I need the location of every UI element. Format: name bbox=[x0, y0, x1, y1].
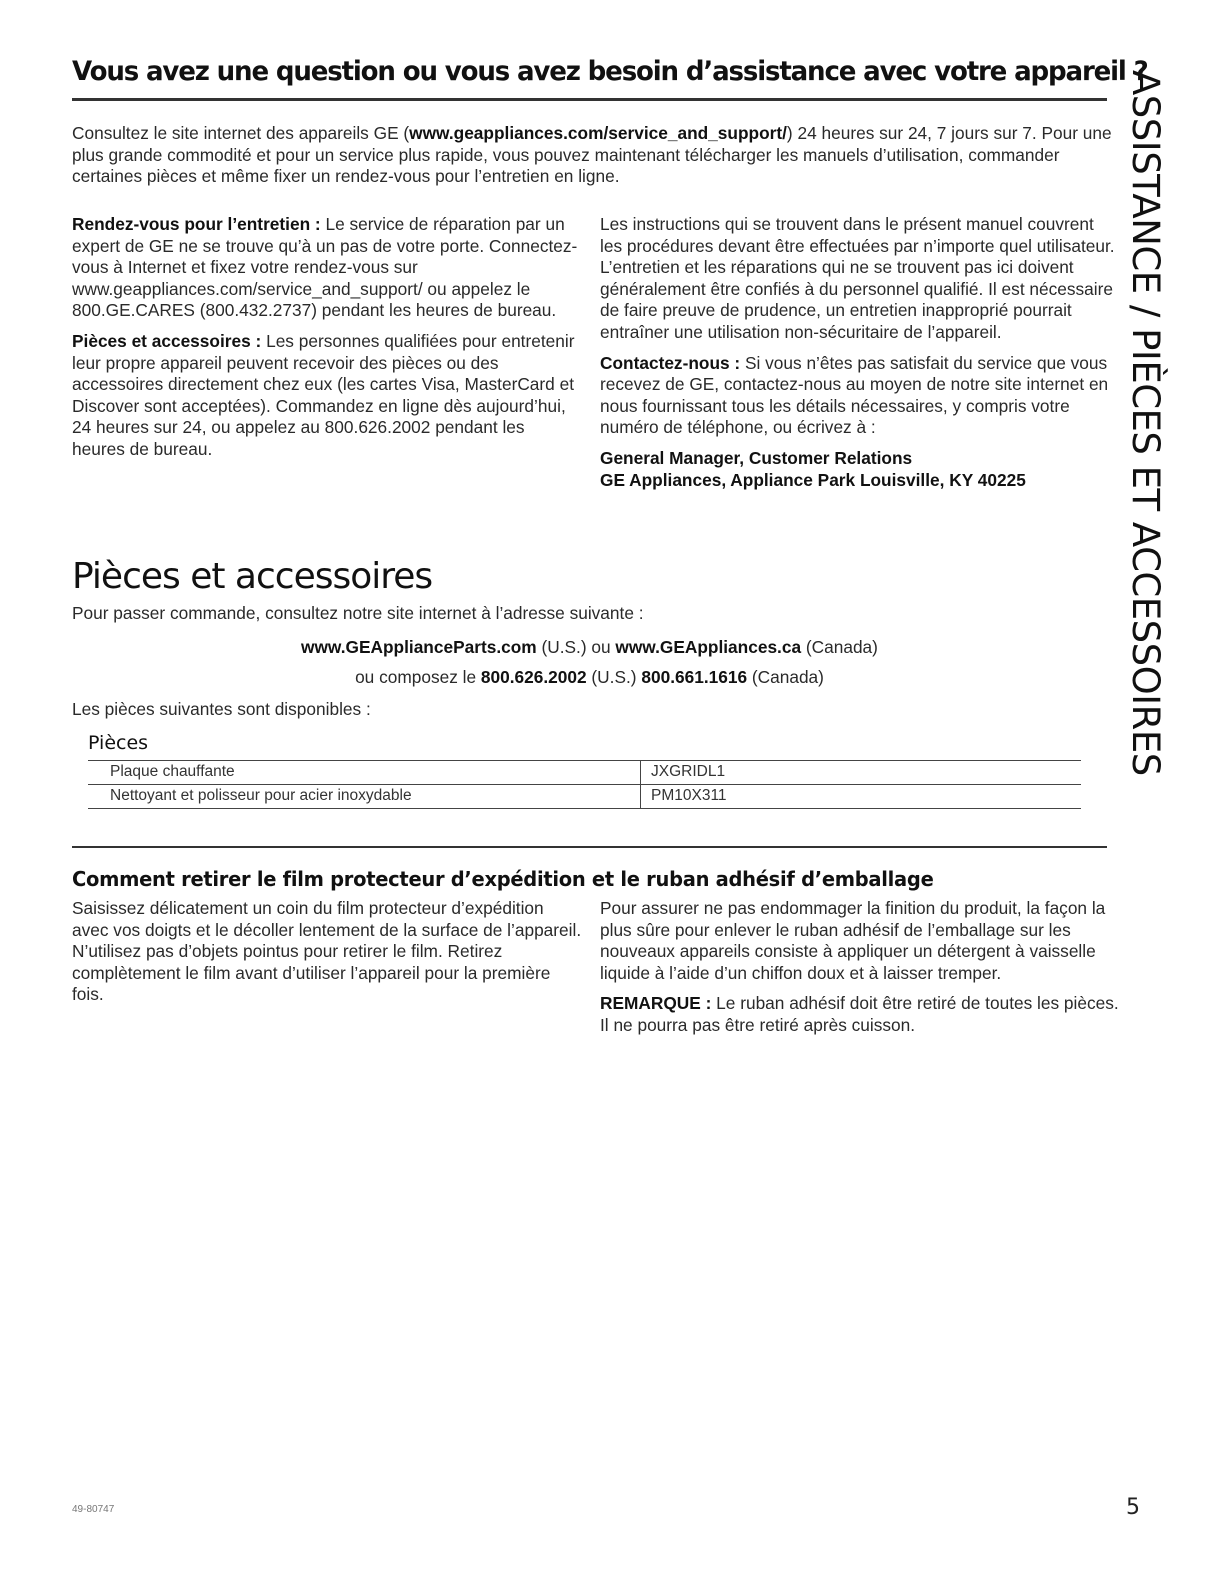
intro-paragraph bbox=[72, 123, 1117, 188]
parts-table bbox=[88, 760, 1081, 809]
sidebar-tab bbox=[1124, 70, 1177, 776]
contact-text: Si vous n’êtes pas satisfait du service que vous recevez de GE, contactez-nous au moyen de notre site internet en nous fournissant tous les détails nécessaires, y compris votre numéro de téléphone, ou écrivez à : bbox=[600, 352, 1109, 438]
part-code: PM10X311 bbox=[641, 785, 1082, 809]
right-column bbox=[600, 214, 1120, 500]
film-left-paragraph: Saisissez délicatement un coin du film protecteur d’expédition avec vos doigts et le décoller lentement de la surface de l’appareil. N’utilisez pas d’objets pointus pour retirer le film. Retirez complètement le film avant d’utiliser l’appareil pour la première fois. bbox=[72, 898, 582, 1005]
note-label: REMARQUE : bbox=[600, 993, 712, 1014]
service-label: Rendez-vous pour l’entretien : bbox=[72, 214, 321, 234]
page-number: 5 bbox=[1126, 1495, 1140, 1520]
part-name: Plaque chauffante bbox=[88, 761, 641, 785]
document-code: 49-80747 bbox=[72, 1504, 115, 1515]
available-parts-intro: Les pièces suivantes sont disponibles : bbox=[72, 699, 371, 719]
parts-paragraph bbox=[72, 331, 582, 461]
table-row bbox=[88, 785, 1081, 809]
film-right-paragraph: Pour assurer ne pas endommager la finition du produit, la façon la plus sûre pour enlever le ruban adhésif de l’emballage sur les nouveaux appareils consiste à appliquer un détergent à vaisselle liquide à l’aide d’un chiffon doux et à laisser tremper. bbox=[600, 898, 1106, 983]
contact-address bbox=[600, 448, 1120, 491]
film-left-column bbox=[72, 898, 582, 1015]
ca-parts-link[interactable]: www.GEAppliances.ca bbox=[615, 637, 802, 657]
contact-label: Contactez-nous : bbox=[600, 352, 741, 373]
sidebar-label: ASSISTANCE / PIÈCES ET ACCESSOIRES bbox=[1124, 70, 1167, 776]
intro-pre: Consultez le site internet des appareils GE ( bbox=[72, 123, 410, 143]
us-phone: 800.626.2002 bbox=[480, 667, 587, 687]
note-text: Le ruban adhésif doit être retiré de toutes les pièces. Il ne pourra pas être retiré après cuisson. bbox=[600, 993, 1119, 1035]
title-divider bbox=[72, 98, 1107, 101]
film-right-column bbox=[600, 898, 1120, 1046]
ca-phone: 800.661.1616 bbox=[641, 667, 748, 687]
part-code: JXGRIDL1 bbox=[641, 761, 1082, 785]
part-name: Nettoyant et polisseur pour acier inoxydable bbox=[88, 785, 641, 809]
support-link[interactable]: www.geappliances.com/service_and_support/ bbox=[409, 123, 787, 143]
table-row bbox=[88, 761, 1081, 785]
address-line-2: GE Appliances, Appliance Park Louisville, KY 40225 bbox=[600, 469, 1026, 490]
section-divider bbox=[72, 846, 1107, 848]
order-intro: Pour passer commande, consultez notre site internet à l’adresse suivante : bbox=[72, 603, 644, 623]
parts-label: Pièces et accessoires : bbox=[72, 330, 262, 351]
service-text: Le service de réparation par un expert de GE ne se trouve qu’à un pas de votre porte. Connectez-vous à Internet et fixez votre rendez-vous sur www.geappliances.com/service_and_support/ ou appelez le 800.GE.CARES (800.432.2737) pendant les heures de bureau. bbox=[72, 214, 578, 321]
accessories-heading: Pièces et accessoires bbox=[72, 556, 433, 597]
us-suffix: (U.S.) ou bbox=[536, 637, 616, 657]
us-parts-link[interactable]: www.GEApplianceParts.com bbox=[301, 637, 537, 657]
phone-prefix: ou composez le bbox=[355, 667, 481, 687]
order-urls bbox=[72, 637, 1107, 659]
address-line-1: General Manager, Customer Relations bbox=[600, 447, 913, 468]
order-phones bbox=[72, 667, 1107, 689]
page-title: Vous avez une question ou vous avez besoin d’assistance avec votre appareil ? bbox=[72, 56, 1148, 87]
service-paragraph bbox=[72, 214, 582, 322]
ca-suffix: (Canada) bbox=[801, 637, 878, 657]
instructions-paragraph: Les instructions qui se trouvent dans le présent manuel couvrent les procédures devant être effectuées par n’importe quel utilisateur. L’entretien et les réparations qui ne se trouvent pas ici doivent généralement être confiés à du personnel qualifié. Il est nécessaire de faire preuve de prudence, un entretien inapproprié pourrait entraîner une utilisation non-sécuritaire de l’appareil. bbox=[600, 214, 1115, 342]
left-column bbox=[72, 214, 582, 470]
intro-post: ) 24 heures sur 24, 7 jours sur 7. Pour une plus grande commodité et pour un service plus rapide, vous pouvez maintenant télécharger les manuels d’utilisation, commander certaines pièces et même fixer un rendez-vous pour l’entretien en ligne. bbox=[72, 123, 1112, 187]
film-heading: Comment retirer le film protecteur d’expédition et le ruban adhésif d’emballage bbox=[72, 867, 934, 891]
us-phone-suffix: (U.S.) bbox=[586, 667, 642, 687]
film-note bbox=[600, 993, 1120, 1036]
ca-phone-suffix: (Canada) bbox=[747, 667, 824, 687]
parts-text: Les personnes qualifiées pour entretenir leur propre appareil peuvent recevoir des pièces ou des accessoires directement chez eux (les cartes Visa, MasterCard et Discover sont acceptées). Commandez en ligne dès aujourd’hui, 24 heures sur 24, ou appelez au 800.626.2002 pendant les heures de bureau. bbox=[72, 330, 575, 459]
parts-table-heading: Pièces bbox=[88, 732, 149, 754]
contact-paragraph bbox=[600, 353, 1120, 439]
